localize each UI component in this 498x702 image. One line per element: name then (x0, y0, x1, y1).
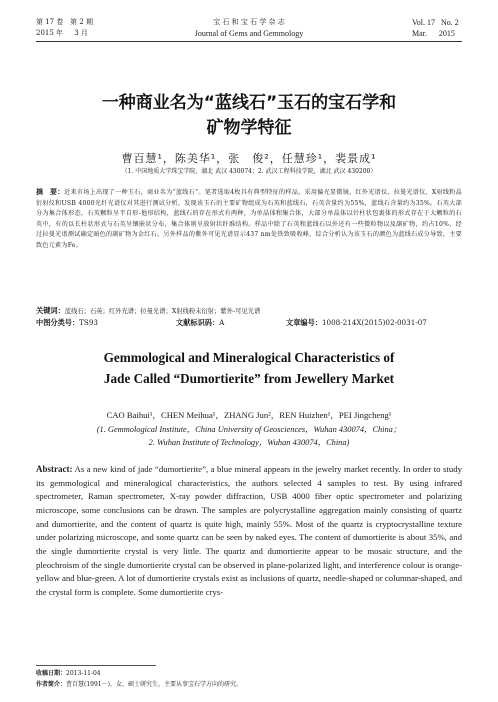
document-code-cn: 文献标识码：A (176, 318, 225, 327)
authors-cn: 曹百慧¹，陈美华¹，张 俊²，任慧珍¹，裴景成¹ (121, 152, 377, 165)
header-date-cn: 2015 年 3 月 (36, 29, 88, 37)
abstract-en-label: Abstract: (36, 464, 73, 474)
keywords-cn: 关键词：蓝线石；石英；红外光谱；拉曼光谱；X射线粉末衍射；紫外-可见光谱 (36, 306, 261, 315)
header-journal-en: Journal of Gems and Gemmology (194, 29, 304, 38)
title-en-line1: Gemmological and Mineralogical Characteristics of (103, 350, 395, 365)
title-cn-line2: 矿物学特征 (206, 118, 292, 138)
abstract-cn-text: 近来市场上出现了一种玉石，商业名为“蓝线石”。笔者选取4枚具有典型特征的样品，采用偏光显微镜、红外光谱仪、拉曼光谱仪、X射线粉晶衍射仪和USB 4000光纤光谱仪对其进行测试分析，发现该玉石的主要矿物组成为石英和蓝线石，石英含量约为55%，蓝线石含量约为35%。石英大部分为集合体形态，石英颗粒呈半自形-他形结构，蓝线石的存在形式有两种，为单晶体和集合体，大部分单晶体以针柱状包裹体的形式存在于大颗粒的石英中，有的以长柱状形式与石英呈镶嵌状分布，集合体则呈放射状纤维结构。样品中除了石英和蓝线石以外还有一些微粒物以及副矿物，约占10%，经过拉曼光谱测试确定暗色的副矿物为金红石。另外样品的紫外可见光谱显示437 nm处铁致吸收峰，综合分析认为该玉石的颜色为蓝线石成分导致，主要致色元素为Fe。 (36, 189, 463, 249)
header-date-en: Mar. 2015 (412, 29, 455, 38)
title-cn-line1: 一种商业名为“蓝线石”玉石的宝石学和 (101, 93, 397, 113)
footnote-rule (36, 665, 156, 666)
class-number-cn: 中图分类号：TS93 (36, 318, 99, 327)
affiliation-cn: （1. 中国地质大学珠宝学院，湖北 武汉 430074；2. 武汉工程科技学院，湖北 武汉 430200） (121, 168, 377, 175)
authors-en: CAO Baihui¹，CHEN Meihua¹，ZHANG Jun²，REN Huizhen¹，PEI Jingcheng¹ (106, 410, 392, 420)
header-volume-en: Vol. 17 No. 2 (412, 18, 459, 27)
abstract-en (36, 463, 462, 600)
received-date: 收稿日期：2013-11-04 (36, 670, 101, 677)
author-bio: 作者简介：曹百慧(1991－)，女，硕士研究生，主要从事宝石学方向的研究。 (36, 681, 242, 688)
header-volume-cn: 第 17 卷 第 2 期 (36, 18, 93, 26)
abstract-cn (36, 187, 462, 252)
header-rule (36, 41, 462, 42)
article-number-cn: 文章编号：1008-214X(2015)02-0031-07 (286, 318, 427, 327)
affiliation-en-line1: (1. Gemmological Institute，China University of Geosciences，Wuhan 430074，China； (96, 425, 402, 434)
abstract-cn-label: 摘 要： (36, 188, 65, 196)
affiliation-en-line2: 2. Wuhan Institute of Technology，Wuhan 430074，China) (148, 438, 350, 447)
abstract-en-text: As a new kind of jade “dumortierite”, a blue mineral appears in the jewelry market recently. In order to study its gemmological and mineralogical characteristics, the authors selected 4 samples to test. By using infrared spectrometer, Raman spectrometer, X-ray powder diffraction, USB 4000 fiber optic spectrometer and polarizing microscope, some conclusions can be drawn. The samples are polycrystalline aggregation mainly consisting of quartz and dumortierite, and the content of quartz is quite high, mainly 55%. Most of the quartz is cryptocrystalline texture under polarizing microscope, and some quartz can be seen by naked eyes. The content of dumortierite is about 35%, and the single dumortierite crystal is very little. The quartz and dumortierite appear to be mosaic structure, and the pleochroism of the single dumortierite crystal can be observed in plane-polarized light, and interference colour is orange-yellow and blue-green. A lot of dumortierite crystals exist as inclusions of quartz, needle-shaped or columnar-shaped, and the crystal form is complete. Some dumortierite crys- (36, 464, 462, 597)
header-journal-cn: 宝 石 和 宝 石 学 杂 志 (213, 18, 285, 26)
title-en-line2: Jade Called “Dumortierite” from Jewellery Market (103, 371, 395, 386)
